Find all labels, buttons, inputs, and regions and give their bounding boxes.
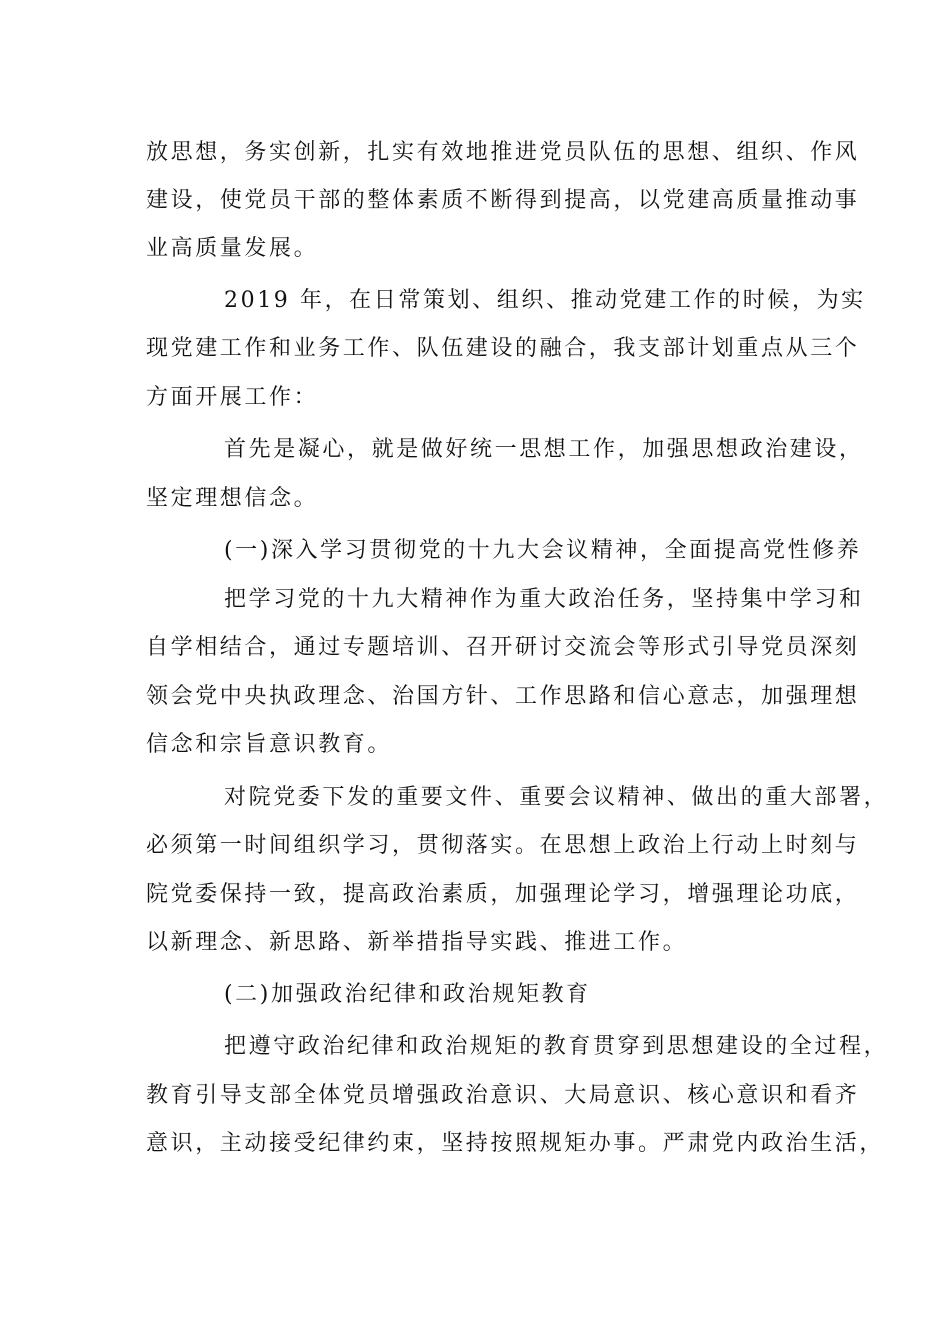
- paragraph-first-line: 对院党委下发的重要文件、重要会议精神、做出的重大部署，: [224, 785, 889, 810]
- text-line: 领会党中央执政理念、治国方针、工作思路和信心意志，加强理想: [146, 684, 860, 709]
- text-line: 坚定理想信念。: [146, 486, 319, 511]
- paragraph-first-line: 首先是凝心，就是做好统一思想工作，加强思想政治建设，: [224, 437, 864, 462]
- text-line: 以新理念、新思路、新举措指导实践、推进工作。: [146, 930, 688, 955]
- paragraph-first-line: 把学习党的十九大精神作为重大政治任务，坚持集中学习和: [224, 587, 864, 612]
- section-heading: (一)深入学习贯彻党的十九大会议精神，全面提高党性修养: [224, 538, 862, 563]
- text-line: 教育引导支部全体党员增强政治意识、大局意识、核心意识和看齐: [146, 1083, 860, 1108]
- paragraph-first-line: 2019 年，在日常策划、组织、推动党建工作的时候，为实: [224, 288, 866, 313]
- text-line: 信念和宗旨意识教育。: [146, 732, 393, 757]
- text-line: 业高质量发展。: [146, 236, 319, 261]
- text-line: 放思想，务实创新，扎实有效地推进党员队伍的思想、组织、作风: [146, 140, 860, 165]
- text-line: 院党委保持一致，提高政治素质，加强理论学习，增强理论功底，: [146, 882, 860, 907]
- text-line: 自学相结合，通过专题培训、召开研讨交流会等形式引导党员深刻: [146, 635, 860, 660]
- text-line: 现党建工作和业务工作、队伍建设的融合，我支部计划重点从三个: [146, 336, 860, 361]
- paragraph-first-line: 把遵守政治纪律和政治规矩的教育贯穿到思想建设的全过程，: [224, 1034, 889, 1059]
- text-line: 方面开展工作：: [146, 385, 319, 410]
- text-line: 建设，使党员干部的整体素质不断得到提高，以党建高质量推动事: [146, 188, 860, 213]
- text-line: 意识，主动接受纪律约束，坚持按照规矩办事。严肃党内政治生活，: [146, 1131, 885, 1156]
- section-heading: (二)加强政治纪律和政治规矩教育: [224, 982, 591, 1007]
- text-line: 必须第一时间组织学习，贯彻落实。在思想上政治上行动上时刻与: [146, 833, 860, 858]
